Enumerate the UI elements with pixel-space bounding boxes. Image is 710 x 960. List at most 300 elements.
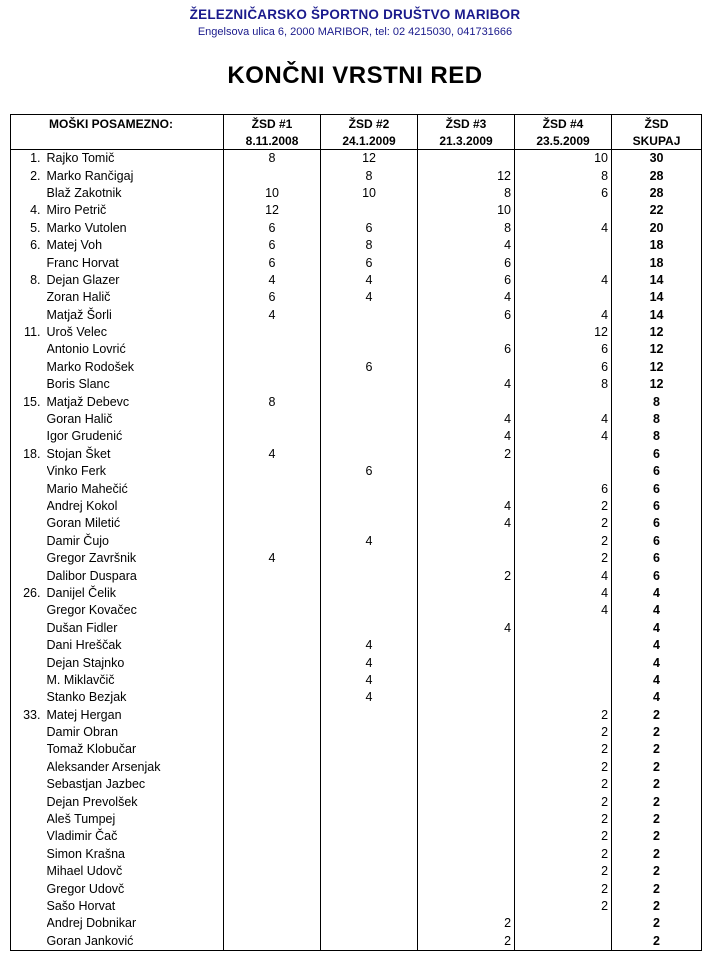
- player-name: Marko Rančigaj: [46, 168, 134, 183]
- score-event-1: [224, 880, 321, 897]
- score-event-4: 2: [515, 793, 612, 810]
- score-event-2: 8: [321, 237, 418, 254]
- player-name: Damir Obran: [46, 725, 119, 740]
- rank-cell: [11, 811, 47, 828]
- score-event-3: 2: [418, 933, 515, 951]
- player-name: Damir Čujo: [46, 533, 110, 548]
- score-event-1: 8: [224, 393, 321, 410]
- total-score: 12: [612, 324, 702, 341]
- total-score: 18: [612, 254, 702, 271]
- player-name: Andrej Dobnikar: [46, 916, 137, 931]
- score-event-4: [515, 620, 612, 637]
- rank-cell: [11, 428, 47, 445]
- table-row: [11, 724, 702, 741]
- total-score: 4: [612, 654, 702, 671]
- score-event-1: [224, 324, 321, 341]
- total-score: 2: [612, 776, 702, 793]
- table-row: [11, 289, 702, 306]
- rank-cell: [11, 341, 47, 358]
- rank-cell: [11, 654, 47, 671]
- score-event-4: 2: [515, 533, 612, 550]
- table-row: [11, 411, 702, 428]
- score-event-1: [224, 741, 321, 758]
- rank-cell: [11, 724, 47, 741]
- table-row: [11, 220, 702, 237]
- table-row: [11, 567, 702, 584]
- score-event-3: 4: [418, 376, 515, 393]
- score-event-2: 8: [321, 167, 418, 184]
- score-event-1: [224, 341, 321, 358]
- player-name: Uroš Velec: [46, 325, 107, 340]
- score-event-3: 6: [418, 254, 515, 271]
- rank-cell: [11, 776, 47, 793]
- score-event-4: 10: [515, 150, 612, 168]
- score-event-2: [321, 341, 418, 358]
- score-event-2: [321, 550, 418, 567]
- rank-cell: [11, 828, 47, 845]
- score-event-1: [224, 793, 321, 810]
- score-event-1: [224, 811, 321, 828]
- score-event-1: [224, 620, 321, 637]
- score-event-3: [418, 776, 515, 793]
- category-header-spacer: [11, 132, 224, 150]
- total-score: 22: [612, 202, 702, 219]
- score-event-3: 2: [418, 915, 515, 932]
- table-row: [11, 898, 702, 915]
- table-row: [11, 759, 702, 776]
- score-event-3: 4: [418, 428, 515, 445]
- total-score: 2: [612, 811, 702, 828]
- player-name: Mario Mahečić: [46, 481, 128, 496]
- score-event-1: [224, 672, 321, 689]
- score-event-2: [321, 411, 418, 428]
- column-date-event-1: 8.11.2008: [224, 132, 321, 150]
- results-table: [10, 114, 702, 951]
- total-score: 6: [612, 515, 702, 532]
- score-event-1: 6: [224, 237, 321, 254]
- rank-cell: 15.: [11, 393, 47, 410]
- score-event-3: [418, 602, 515, 619]
- score-event-4: 6: [515, 480, 612, 497]
- score-event-2: 4: [321, 533, 418, 550]
- table-row: [11, 393, 702, 410]
- score-event-2: [321, 915, 418, 932]
- rank-cell: 18.: [11, 446, 47, 463]
- player-name: Aleksander Arsenjak: [46, 759, 161, 774]
- rank-cell: [11, 515, 47, 532]
- total-score: 6: [612, 550, 702, 567]
- score-event-3: 4: [418, 411, 515, 428]
- score-event-4: 12: [515, 324, 612, 341]
- total-score: 2: [612, 915, 702, 932]
- rank-cell: 2.: [11, 167, 47, 184]
- score-event-1: [224, 724, 321, 741]
- table-row: [11, 341, 702, 358]
- player-name: M. Miklavčič: [46, 672, 115, 687]
- table-row: [11, 254, 702, 271]
- score-event-4: [515, 289, 612, 306]
- page-title: KONČNI VRSTNI RED: [227, 62, 483, 89]
- score-event-4: 2: [515, 828, 612, 845]
- score-event-3: [418, 846, 515, 863]
- score-event-1: [224, 637, 321, 654]
- player-name: Stanko Bezjak: [46, 690, 127, 705]
- score-event-4: 2: [515, 846, 612, 863]
- score-event-3: 4: [418, 289, 515, 306]
- rank-cell: [11, 411, 47, 428]
- score-event-2: [321, 567, 418, 584]
- score-event-1: 6: [224, 220, 321, 237]
- rank-cell: [11, 550, 47, 567]
- score-event-1: [224, 515, 321, 532]
- score-event-1: 4: [224, 550, 321, 567]
- score-event-3: [418, 689, 515, 706]
- organization-name: ŽELEZNIČARSKO ŠPORTNO DRUŠTVO MARIBOR: [189, 7, 521, 22]
- column-header-event-4: ŽSD #4: [515, 115, 612, 133]
- table-row: [11, 202, 702, 219]
- rank-cell: 4.: [11, 202, 47, 219]
- rank-cell: 6.: [11, 237, 47, 254]
- score-event-4: 2: [515, 863, 612, 880]
- score-event-2: [321, 759, 418, 776]
- score-event-2: [321, 776, 418, 793]
- player-name: Franc Horvat: [46, 255, 119, 270]
- score-event-1: [224, 776, 321, 793]
- score-event-2: [321, 620, 418, 637]
- total-score: 12: [612, 359, 702, 376]
- score-event-3: [418, 672, 515, 689]
- rank-cell: [11, 620, 47, 637]
- player-name: Zoran Halič: [46, 290, 111, 305]
- table-row: [11, 533, 702, 550]
- total-score: 2: [612, 828, 702, 845]
- header-date-row: [11, 132, 702, 150]
- rank-cell: 8.: [11, 272, 47, 289]
- table-row: [11, 828, 702, 845]
- player-name: Marko Vutolen: [46, 220, 127, 235]
- player-name: Sašo Horvat: [46, 898, 116, 913]
- rank-cell: [11, 289, 47, 306]
- player-name: Goran Janković: [47, 933, 224, 951]
- score-event-1: [224, 376, 321, 393]
- column-total-subtitle: SKUPAJ: [612, 132, 702, 150]
- score-event-4: 2: [515, 707, 612, 724]
- rank-cell: [11, 567, 47, 584]
- table-row: [11, 237, 702, 254]
- rank-cell: [11, 185, 47, 202]
- score-event-3: 4: [418, 515, 515, 532]
- rank-cell: [11, 254, 47, 271]
- score-event-3: [418, 863, 515, 880]
- score-event-2: [321, 585, 418, 602]
- score-event-2: [321, 498, 418, 515]
- score-event-3: [418, 150, 515, 168]
- score-event-4: [515, 672, 612, 689]
- score-event-2: [321, 811, 418, 828]
- player-name: Mihael Udovč: [46, 864, 123, 879]
- score-event-3: [418, 585, 515, 602]
- column-date-event-2: 24.1.2009: [321, 132, 418, 150]
- rank-cell: [11, 359, 47, 376]
- score-event-2: 4: [321, 637, 418, 654]
- score-event-3: [418, 880, 515, 897]
- total-score: 4: [612, 637, 702, 654]
- score-event-3: [418, 463, 515, 480]
- player-name: Antonio Lovrić: [46, 342, 126, 357]
- score-event-2: 6: [321, 220, 418, 237]
- results-body: [11, 150, 702, 951]
- total-score: 4: [612, 620, 702, 637]
- table-row: [11, 359, 702, 376]
- table-row: [11, 863, 702, 880]
- table-row: [11, 480, 702, 497]
- table-row: [11, 637, 702, 654]
- rank-cell: [11, 602, 47, 619]
- score-event-4: 4: [515, 272, 612, 289]
- player-name: Dejan Prevolšek: [46, 794, 138, 809]
- player-name: Dalibor Duspara: [46, 568, 137, 583]
- player-name: Goran Miletić: [46, 516, 121, 531]
- score-event-2: [321, 446, 418, 463]
- table-row: [11, 428, 702, 445]
- total-score: 4: [612, 585, 702, 602]
- player-name: Vinko Ferk: [46, 464, 107, 479]
- player-name: Gregor Kovačec: [46, 603, 137, 618]
- score-event-1: [224, 428, 321, 445]
- score-event-1: 8: [224, 150, 321, 168]
- score-event-3: [418, 793, 515, 810]
- score-event-1: 6: [224, 289, 321, 306]
- score-event-3: [418, 637, 515, 654]
- score-event-2: [321, 724, 418, 741]
- score-event-2: [321, 828, 418, 845]
- score-event-4: 4: [515, 567, 612, 584]
- score-event-3: 2: [418, 446, 515, 463]
- score-event-4: [515, 446, 612, 463]
- score-event-2: [321, 602, 418, 619]
- score-event-3: [418, 707, 515, 724]
- total-score: 6: [612, 446, 702, 463]
- table-row: [11, 654, 702, 671]
- rank-cell: [11, 672, 47, 689]
- score-event-1: [224, 707, 321, 724]
- table-row: [11, 550, 702, 567]
- score-event-2: 4: [321, 672, 418, 689]
- table-row: [11, 376, 702, 393]
- score-event-4: [515, 933, 612, 951]
- rank-cell: [11, 376, 47, 393]
- total-score: 2: [612, 707, 702, 724]
- table-row: [11, 324, 702, 341]
- score-event-2: 6: [321, 463, 418, 480]
- player-name: Dejan Stajnko: [46, 655, 125, 670]
- score-event-3: 4: [418, 620, 515, 637]
- total-score: 12: [612, 341, 702, 358]
- rank-cell: 1.: [11, 150, 47, 168]
- rank-cell: 11.: [11, 324, 47, 341]
- score-event-2: 6: [321, 254, 418, 271]
- score-event-1: [224, 759, 321, 776]
- score-event-1: [224, 689, 321, 706]
- score-event-1: [224, 828, 321, 845]
- score-event-2: 4: [321, 289, 418, 306]
- player-name: Blaž Zakotnik: [46, 185, 122, 200]
- table-row: [11, 185, 702, 202]
- score-event-2: 10: [321, 185, 418, 202]
- player-name: Simon Krašna: [46, 846, 126, 861]
- rank-cell: [11, 933, 47, 951]
- score-event-2: [321, 898, 418, 915]
- player-name: Matej Hergan: [46, 707, 122, 722]
- score-event-2: [321, 307, 418, 324]
- rank-cell: [11, 689, 47, 706]
- score-event-3: 4: [418, 498, 515, 515]
- score-event-1: [224, 846, 321, 863]
- column-date-event-4: 23.5.2009: [515, 132, 612, 150]
- total-score: 6: [612, 567, 702, 584]
- score-event-4: 4: [515, 602, 612, 619]
- total-score: 2: [612, 933, 702, 951]
- rank-cell: 5.: [11, 220, 47, 237]
- rank-cell: [11, 846, 47, 863]
- score-event-4: 2: [515, 741, 612, 758]
- player-name: Andrej Kokol: [46, 499, 118, 513]
- table-row: [11, 602, 702, 619]
- table-row: [11, 741, 702, 758]
- score-event-2: [321, 202, 418, 219]
- score-event-2: 12: [321, 150, 418, 168]
- score-event-4: 2: [515, 498, 612, 515]
- table-row: [11, 793, 702, 810]
- table-row: [11, 846, 702, 863]
- column-header-event-1: ŽSD #1: [224, 115, 321, 133]
- score-event-4: [515, 915, 612, 932]
- total-score: 2: [612, 880, 702, 897]
- score-event-1: [224, 654, 321, 671]
- score-event-1: 6: [224, 254, 321, 271]
- score-event-4: [515, 654, 612, 671]
- total-score: 2: [612, 759, 702, 776]
- score-event-4: 2: [515, 759, 612, 776]
- rank-cell: [11, 898, 47, 915]
- player-name: Marko Rodošek: [46, 359, 135, 374]
- player-name: Aleš Tumpej: [46, 812, 116, 827]
- rank-cell: [11, 759, 47, 776]
- total-score: 8: [612, 428, 702, 445]
- table-row: [11, 880, 702, 897]
- score-event-3: [418, 324, 515, 341]
- table-row: [11, 915, 702, 932]
- player-name: Matjaž Debevc: [46, 394, 130, 409]
- player-name: Gregor Udovč: [46, 881, 125, 896]
- header-row: [11, 115, 702, 133]
- score-event-4: 4: [515, 220, 612, 237]
- player-name: Sebastjan Jazbec: [46, 777, 146, 792]
- rank-cell: [11, 533, 47, 550]
- player-name: Matjaž Šorli: [46, 307, 112, 322]
- score-event-2: [321, 393, 418, 410]
- score-event-4: 2: [515, 880, 612, 897]
- total-score: 4: [612, 672, 702, 689]
- rank-cell: [11, 498, 47, 515]
- player-name: Dejan Glazer: [46, 272, 120, 287]
- table-row: [11, 307, 702, 324]
- rank-cell: [11, 793, 47, 810]
- total-score: 18: [612, 237, 702, 254]
- score-event-4: 4: [515, 428, 612, 445]
- table-row: [11, 689, 702, 706]
- total-score: 4: [612, 689, 702, 706]
- total-score: 14: [612, 307, 702, 324]
- score-event-4: 8: [515, 376, 612, 393]
- score-event-1: 12: [224, 202, 321, 219]
- organization-address: Engelsova ulica 6, 2000 MARIBOR, tel: 02 4215030, 041731666: [197, 26, 513, 38]
- score-event-1: [224, 533, 321, 550]
- column-header-event-2: ŽSD #2: [321, 115, 418, 133]
- rank-cell: [11, 637, 47, 654]
- score-event-4: 2: [515, 724, 612, 741]
- score-event-4: [515, 237, 612, 254]
- table-row: [11, 707, 702, 724]
- score-event-3: 8: [418, 185, 515, 202]
- player-name: Miro Petrič: [46, 203, 107, 218]
- score-event-2: [321, 793, 418, 810]
- table-row: [11, 776, 702, 793]
- score-event-1: [224, 898, 321, 915]
- score-event-4: [515, 393, 612, 410]
- table-row: [11, 463, 702, 480]
- total-score: 28: [612, 167, 702, 184]
- score-event-2: [321, 428, 418, 445]
- total-score: 2: [612, 846, 702, 863]
- score-event-3: [418, 759, 515, 776]
- score-event-4: 6: [515, 359, 612, 376]
- score-event-2: [321, 515, 418, 532]
- score-event-3: 6: [418, 341, 515, 358]
- category-header: MOŠKI POSAMEZNO:: [11, 115, 224, 133]
- score-event-3: [418, 898, 515, 915]
- player-name: Dušan Fidler: [46, 620, 118, 635]
- score-event-4: 2: [515, 515, 612, 532]
- score-event-3: 12: [418, 167, 515, 184]
- player-name: Rajko Tomič: [46, 151, 115, 166]
- score-event-3: 2: [418, 567, 515, 584]
- score-event-2: [321, 480, 418, 497]
- rank-cell: 33.: [11, 707, 47, 724]
- score-event-3: [418, 811, 515, 828]
- score-event-1: [224, 498, 321, 515]
- table-row: [11, 498, 702, 515]
- score-event-1: [224, 567, 321, 584]
- score-event-3: [418, 741, 515, 758]
- score-event-2: [321, 324, 418, 341]
- score-event-4: 2: [515, 776, 612, 793]
- score-event-1: [224, 480, 321, 497]
- table-row: [11, 620, 702, 637]
- player-name: Dani Hreščak: [46, 638, 122, 653]
- score-event-1: [224, 411, 321, 428]
- score-event-4: [515, 202, 612, 219]
- score-event-2: [321, 741, 418, 758]
- score-event-4: [515, 689, 612, 706]
- score-event-3: 6: [418, 272, 515, 289]
- score-event-4: 8: [515, 167, 612, 184]
- rank-cell: [11, 741, 47, 758]
- total-score: 4: [612, 602, 702, 619]
- score-event-2: 6: [321, 359, 418, 376]
- score-event-3: 4: [418, 237, 515, 254]
- total-score: 14: [612, 289, 702, 306]
